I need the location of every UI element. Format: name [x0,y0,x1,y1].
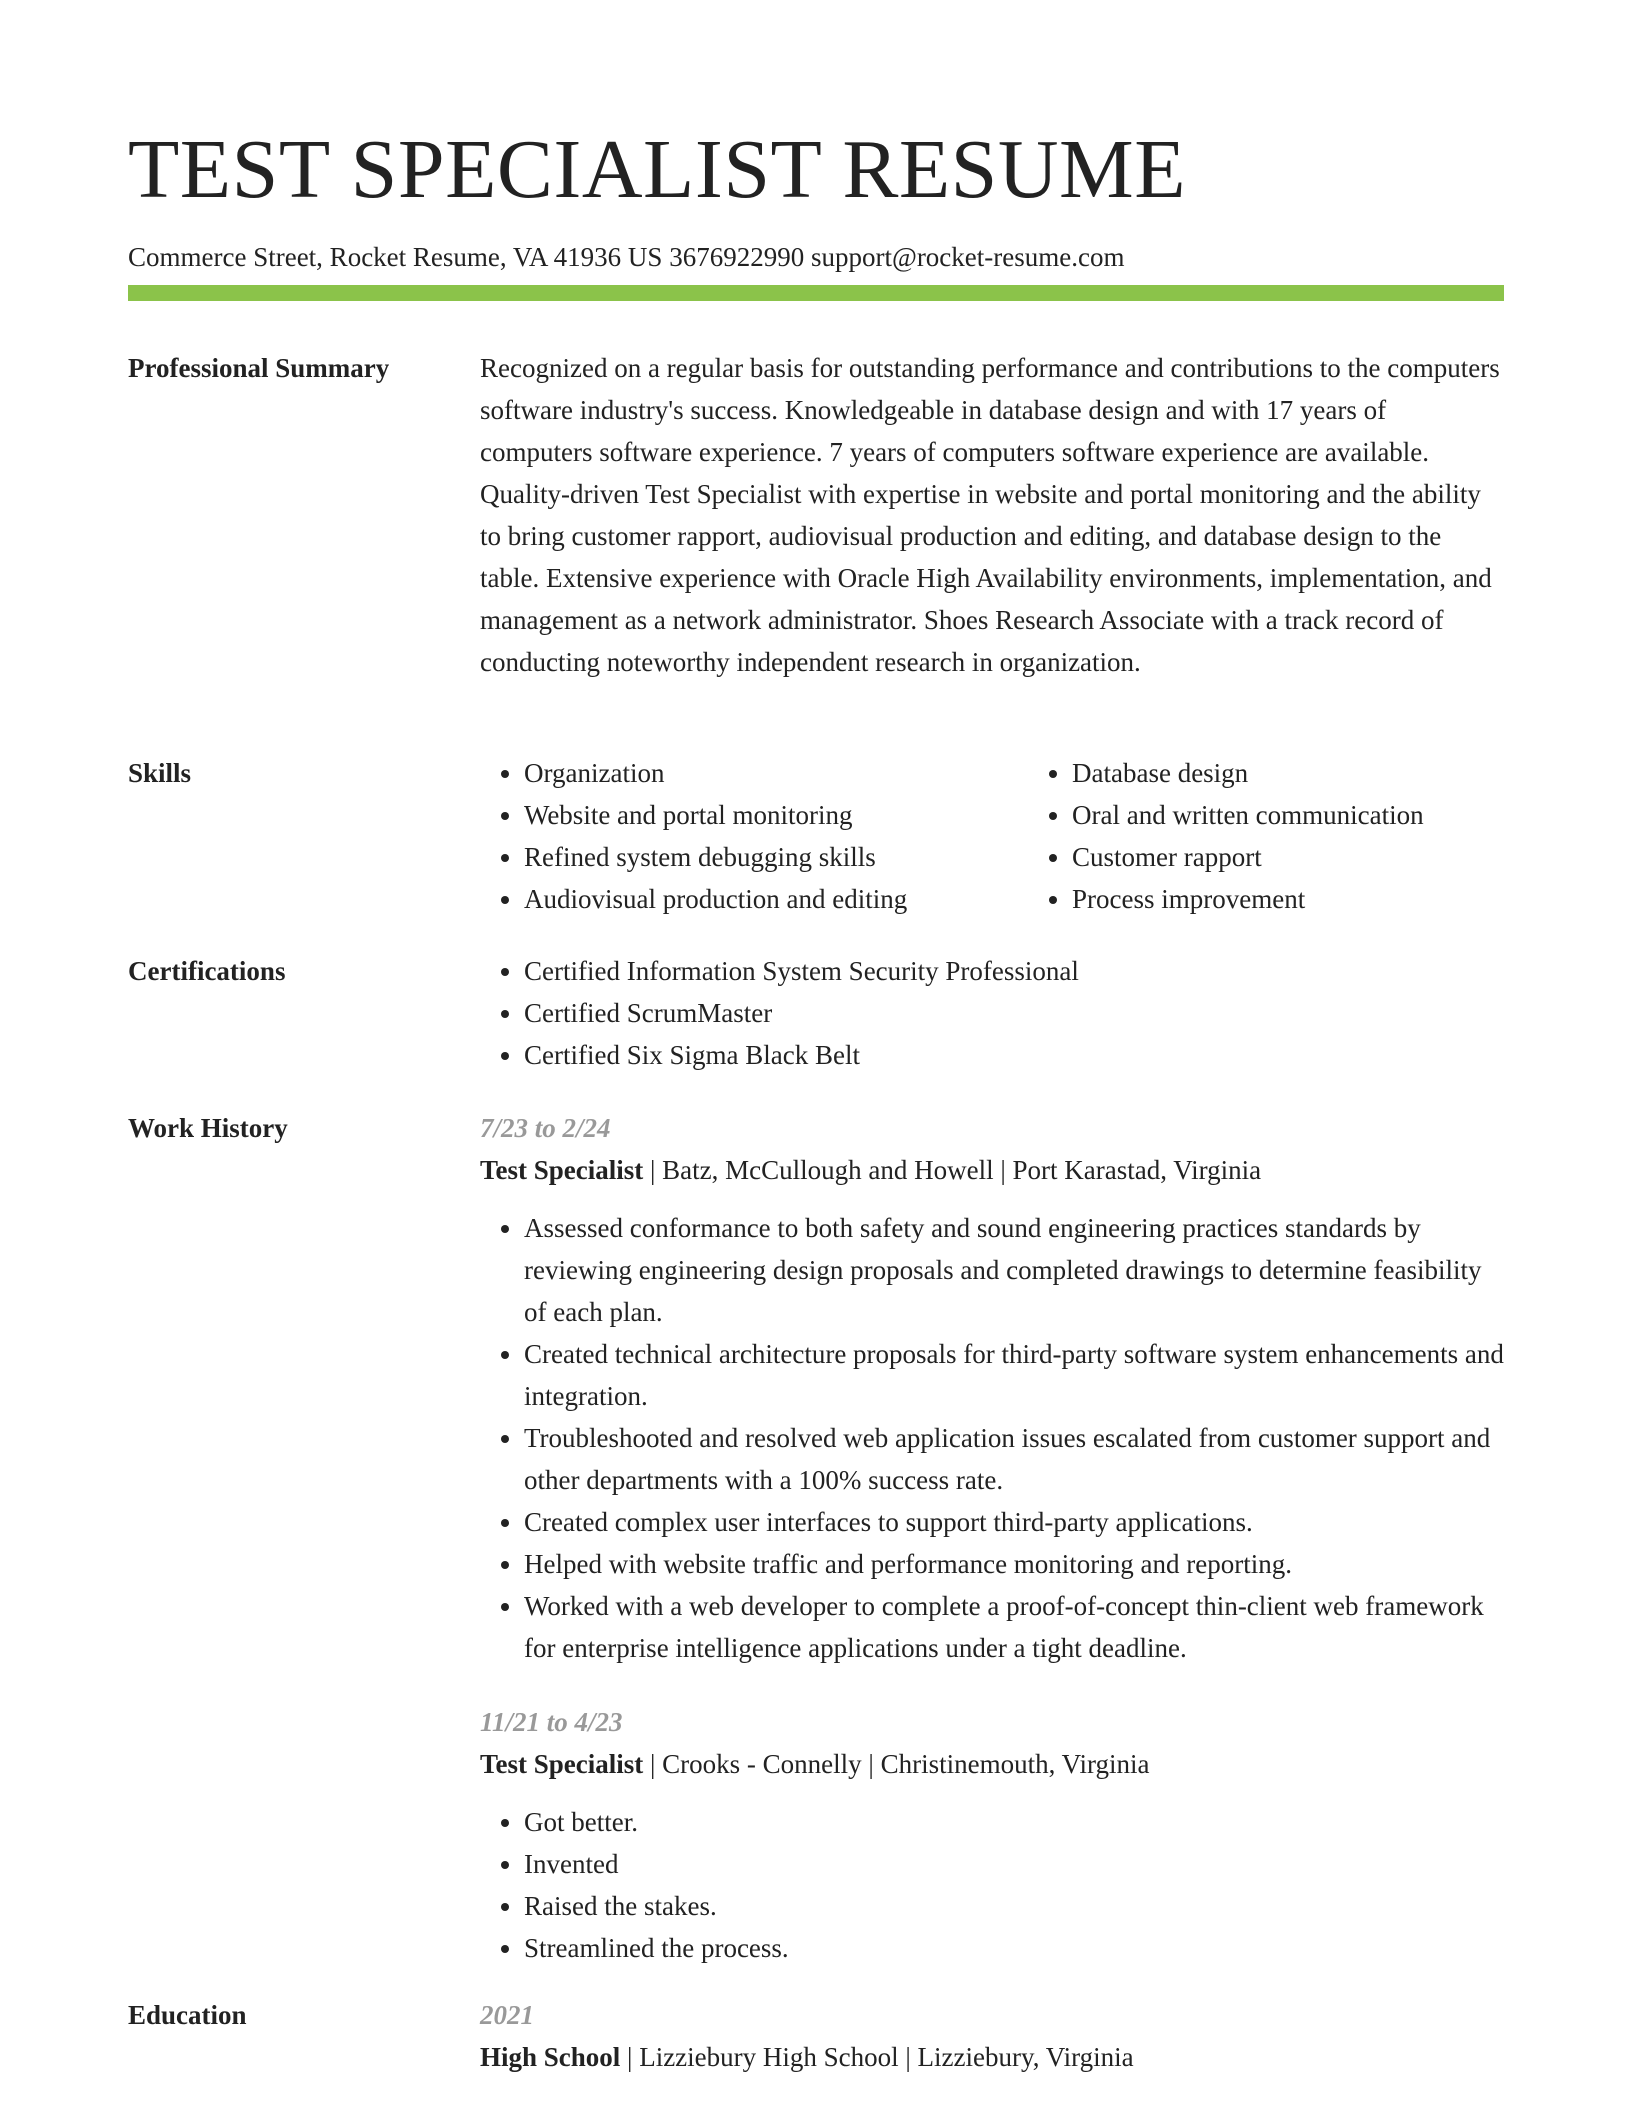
skill-item: • Customer rapport [1072,836,1504,878]
section-title: Skills [128,758,192,788]
job-bullet: • Invented [524,1843,1504,1885]
resume-header [128,112,1504,274]
job-details: | Crooks - Connelly | Christinemouth, Virginia [643,1749,1150,1779]
job-bullet: • Raised the stakes. [524,1885,1504,1927]
job-bullets [480,1801,1504,1969]
job-bullet: • Created technical architecture proposals for third-party software system enhancements and integration. [524,1333,1504,1417]
section-title: Work History [128,1113,288,1143]
job-role: Test Specialist [480,1155,644,1185]
job-role: Test Specialist [480,1749,644,1779]
education-heading [480,2036,1504,2078]
section-title: Education [128,2000,247,2030]
job-bullet: • Got better. [524,1801,1504,1843]
job-entry [480,1701,1504,1969]
education-degree: High School [480,2042,621,2072]
certifications-list [480,950,1504,1076]
job-details: | Batz, McCullough and Howell | Port Karastad, Virginia [643,1155,1262,1185]
section-title: Certifications [128,956,286,986]
skills-section [128,752,1504,920]
job-bullet: • Troubleshooted and resolved web application issues escalated from customer support and other departments with a 100% success rate. [524,1417,1504,1501]
resume-title: TEST SPECIALIST RESUME [128,123,1187,216]
education-details: | Lizziebury High School | Lizziebury, Virginia [620,2042,1134,2072]
certifications-section [128,950,1504,1076]
skill-item: • Refined system debugging skills [524,836,1028,878]
job-bullet: • Worked with a web developer to complete a proof-of-concept thin-client web framework for enterprise intelligence applications under a tight deadline. [524,1585,1504,1669]
header-divider [128,285,1504,301]
certification-item: • Certified ScrumMaster [524,992,1504,1034]
contact-info: Commerce Street, Rocket Resume, VA 41936 US 3676922990 support@rocket-resume.com [128,242,1125,272]
skills-list-right [1028,752,1504,920]
skill-item: • Database design [1072,752,1504,794]
skill-item: • Oral and written communication [1072,794,1504,836]
section-title: Professional Summary [128,353,390,383]
summary-text: Recognized on a regular basis for outstanding performance and contributions to the computers software industry's success. Knowledgeable in database design and with 17 years of computers software experience. 7 years of computers software experience are available. Quality-driven Test Specialist with expertise in website and portal monitoring and the ability to bring customer rapport, audiovisual production and editing, and database design to the table. Extensive experience with Oracle High Availability environments, implementation, and management as a network administrator. Shoes Research Associate with a track record of conducting noteworthy independent research in organization. [480,353,1500,677]
job-bullet: • Streamlined the process. [524,1927,1504,1969]
job-entry [480,1107,1504,1669]
education-date: 2021 [480,2000,534,2030]
job-heading [480,1149,1504,1191]
job-bullet: • Helped with website traffic and performance monitoring and reporting. [524,1543,1504,1585]
job-date: 7/23 to 2/24 [480,1113,611,1143]
summary-section [128,347,1504,683]
skill-item: • Process improvement [1072,878,1504,920]
education-section [128,1994,1504,2078]
job-bullets [480,1207,1504,1669]
job-heading [480,1743,1504,1785]
skill-item: • Audiovisual production and editing [524,878,1028,920]
work-history-section [128,1107,1504,1969]
certification-item: • Certified Information System Security Professional [524,950,1504,992]
skill-item: • Organization [524,752,1028,794]
skills-list-left [480,752,1028,920]
job-date: 11/21 to 4/23 [480,1707,623,1737]
certification-item: • Certified Six Sigma Black Belt [524,1034,1504,1076]
skill-item: • Website and portal monitoring [524,794,1028,836]
job-bullet: • Assessed conformance to both safety and sound engineering practices standards by reviewing engineering design proposals and completed drawings to determine feasibility of each plan. [524,1207,1504,1333]
job-bullet: • Created complex user interfaces to support third-party applications. [524,1501,1504,1543]
